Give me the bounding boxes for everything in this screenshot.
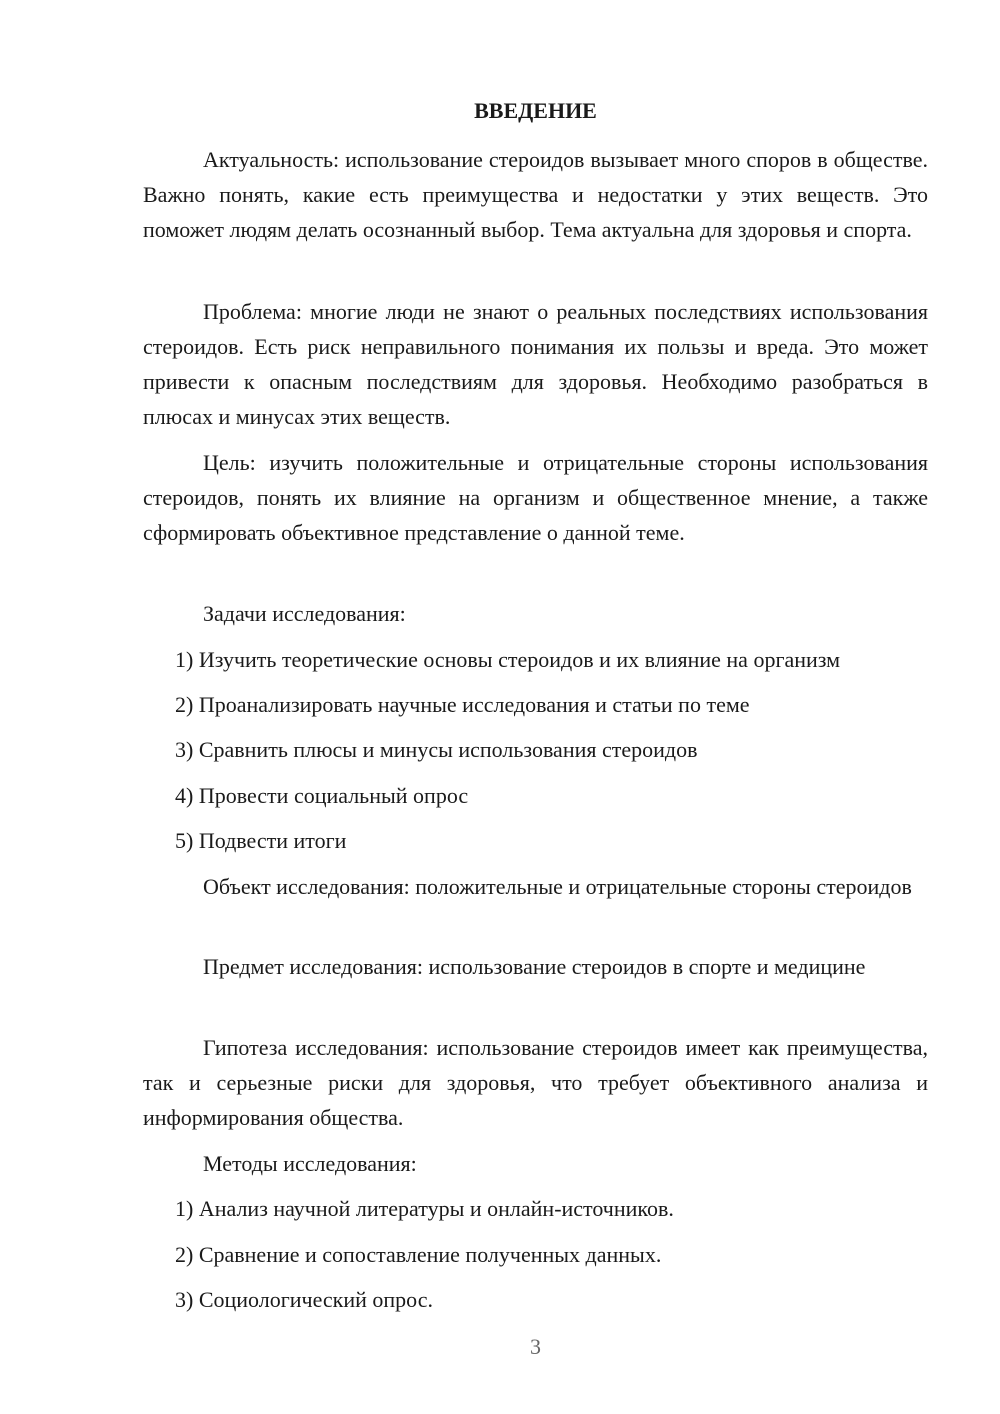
method-item-1: 1) Анализ научной литературы и онлайн-источников. [175,1196,674,1221]
paragraph-hypothesis: Гипотеза исследования: использование стероидов имеет как преимущества, так и серьезные риски для здоровья, что требует объективного анализа и информирования общества. [143,1035,928,1130]
paragraph-goal: Цель: изучить положительные и отрицательные стороны использования стероидов, понять их влияние на организм и общественное мнение, а также сформировать объективное представление о данной теме. [143,450,928,545]
page-title: ВВЕДЕНИЕ [474,98,597,123]
method-item-2: 2) Сравнение и сопоставление полученных данных. [175,1242,662,1267]
page-number: 3 [530,1334,541,1359]
task-item-4: 4) Провести социальный опрос [175,783,469,808]
methods-label: Методы исследования: [203,1151,417,1176]
method-item-3: 3) Социологический опрос. [175,1287,433,1312]
paragraph-relevance: Актуальность: использование стероидов вызывает много споров в обществе. Важно понять, какие есть преимущества и недостатки у этих веществ. Это поможет людям делать осознанный выбор. Тема актуальна для здоровья и спорта. [143,147,928,242]
paragraph-object: Объект исследования: положительные и отрицательные стороны стероидов [203,874,912,899]
document-page [143,0,928,1414]
task-item-1: 1) Изучить теоретические основы стероидов и их влияние на организм [175,647,841,672]
task-item-3: 3) Сравнить плюсы и минусы использования стероидов [175,737,698,762]
paragraph-subject: Предмет исследования: использование стероидов в спорте и медицине [203,954,866,979]
task-item-2: 2) Проанализировать научные исследования и статьи по теме [175,692,750,717]
task-item-5: 5) Подвести итоги [175,828,347,853]
paragraph-problem: Проблема: многие люди не знают о реальных последствиях использования стероидов. Есть риск неправильного понимания их пользы и вреда. Это может привести к опасным последствиям для здоровья. Необходимо разобраться в плюсах и минусах этих веществ. [143,299,928,429]
tasks-label: Задачи исследования: [203,601,406,626]
